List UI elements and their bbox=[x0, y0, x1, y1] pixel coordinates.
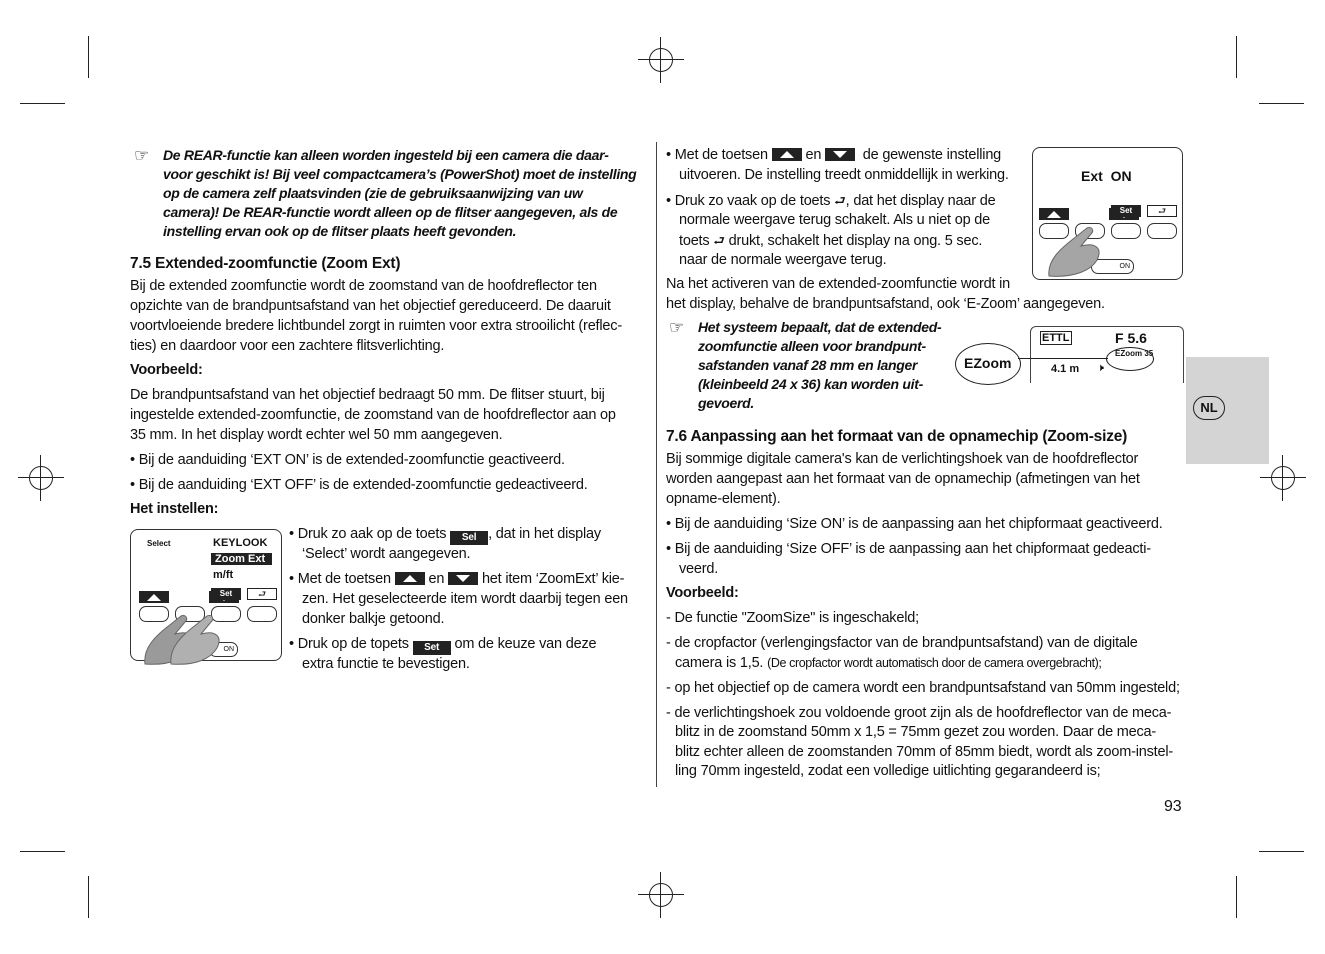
step-text: • Druk zo vaak op de toets bbox=[666, 193, 831, 209]
example-label: Voorbeeld: bbox=[666, 585, 739, 601]
lcd-softkeys bbox=[139, 588, 273, 600]
bullet: veerd. bbox=[679, 561, 719, 577]
body-line: worden aangepast aan het formaat van de opnamechip (afmetingen van het bbox=[666, 471, 1140, 487]
up-key-icon bbox=[139, 591, 169, 603]
registration-mark bbox=[20, 457, 62, 499]
crop-mark bbox=[1259, 103, 1304, 104]
step-text: , dat in het display bbox=[488, 526, 601, 542]
down-key-icon bbox=[825, 148, 855, 161]
callout-pointer bbox=[1106, 347, 1154, 371]
step-line: ‘Select’ wordt aangegeven. bbox=[302, 546, 471, 562]
step-text: , dat het display naar de bbox=[845, 193, 996, 209]
ezoom-callout bbox=[955, 343, 1021, 385]
up-key-icon bbox=[772, 148, 802, 161]
crop-mark bbox=[1259, 851, 1304, 852]
lcd-mft: m/ft bbox=[213, 569, 234, 581]
up-key-icon bbox=[395, 572, 425, 585]
page-number: 93 bbox=[1164, 798, 1182, 815]
note-line: gevoerd. bbox=[698, 395, 754, 411]
step-text: de gewenste instelling bbox=[862, 147, 1002, 163]
body-line: blitz in de zoomstand 50mm x 1,5 = 75mm gezet zou worden. Daar de meca- bbox=[675, 724, 1157, 740]
body-line: blitz echter alleen de zoomstanden 70mm of 85mm biedt, wordt als zoom-instel- bbox=[675, 744, 1173, 760]
step-text: • Met de toetsen bbox=[289, 571, 391, 587]
body-line bbox=[675, 654, 1102, 674]
pointing-hand-icon: ☞ bbox=[669, 318, 685, 337]
body-line: Bij sommige digitale camera's kan de verlichtingshoek van de hoofdreflector bbox=[666, 451, 1139, 467]
body-line: ling 70mm ingesteld, zodat een volledige uitlichting gegarandeerd is; bbox=[675, 763, 1101, 779]
lcd-ext-on: Ext ON bbox=[1081, 168, 1132, 184]
up-key-icon bbox=[1039, 208, 1069, 220]
bullet: • Bij de aanduiding ‘Size OFF’ is de aanpassing aan het chipformaat gedeacti- bbox=[666, 541, 1151, 557]
note-rear-line: camera)! De REAR-functie wordt alleen op de flitser aangegeven, als de bbox=[163, 204, 618, 220]
sel-key-label: Sel bbox=[450, 531, 488, 545]
hw-button bbox=[1111, 223, 1141, 239]
body-text: camera is 1,5. bbox=[675, 655, 764, 671]
language-badge: NL bbox=[1193, 396, 1225, 420]
step-line: uitvoeren. De instelling treedt onmiddellijk in werking. bbox=[679, 167, 1009, 183]
step-text: het item ‘ZoomExt’ kie- bbox=[481, 571, 625, 587]
lcd-fstop: F 5.6 bbox=[1115, 330, 1147, 346]
lcd-select: Select bbox=[147, 539, 171, 548]
body-line: 35 mm. In het display wordt echter wel 50 mm aangegeven. bbox=[130, 427, 503, 443]
ezoom-callout-label: EZoom bbox=[964, 355, 1012, 371]
body-line: opname-element). bbox=[666, 491, 781, 507]
section-heading: 7.5 Extended-zoomfunctie (Zoom Ext) bbox=[130, 255, 401, 272]
body-line: De brandpuntsafstand van het objectief bedraagt 50 mm. De flitser stuurt, bij bbox=[130, 387, 605, 403]
body-line: ingestelde extended-zoomfunctie, de zoomstand van de hoofdreflector aan op bbox=[130, 407, 616, 423]
return-key-icon: ⮐ bbox=[713, 233, 725, 248]
example-label: Voorbeeld: bbox=[130, 362, 203, 378]
lcd-ettl: ETTL bbox=[1042, 332, 1070, 344]
crop-mark bbox=[88, 876, 89, 918]
bullet: • Bij de aanduiding ‘EXT ON’ is de extended-zoomfunctie geactiveerd. bbox=[130, 452, 565, 468]
column-divider bbox=[656, 142, 657, 787]
step-text: om de keuze van deze bbox=[454, 636, 597, 652]
step-text: en bbox=[805, 147, 822, 163]
step-text: en bbox=[428, 571, 445, 587]
step-text: • Met de toetsen bbox=[666, 147, 768, 163]
bullet: • Bij de aanduiding ‘EXT OFF’ is de extended-zoomfunctie gedeactiveerd. bbox=[130, 477, 588, 493]
set-key: Set bbox=[211, 588, 241, 600]
note-line: (kleinbeeld 24 x 36) kan worden uit- bbox=[698, 376, 923, 392]
body-line: opzichte van de brandpuntsafstand van het objectief gereduceerd. De daaruit bbox=[130, 298, 611, 314]
down-key-icon bbox=[448, 572, 478, 585]
step-text: drukt, schakelt het display na ong. 5 sec. bbox=[728, 233, 983, 249]
on-switch: ON bbox=[209, 642, 238, 657]
flash-display-ext-on bbox=[1032, 147, 1183, 280]
step-line bbox=[289, 635, 596, 655]
body-line: - de verlichtingshoek zou voldoende groot zijn als de hoofdreflector van de meca- bbox=[666, 705, 1172, 721]
set-key-label: Set bbox=[413, 641, 451, 655]
return-key-icon: ⮐ bbox=[247, 588, 277, 600]
step-line bbox=[666, 191, 995, 212]
pointing-hand-icon: ☞ bbox=[134, 146, 150, 165]
hw-button bbox=[247, 606, 277, 622]
body-line: - De functie "ZoomSize" is ingeschakeld; bbox=[666, 610, 919, 626]
bullet: • Bij de aanduiding ‘Size ON’ is de aanpassing aan het chipformaat geactiveerd. bbox=[666, 516, 1163, 532]
on-switch: ON bbox=[1091, 259, 1134, 274]
step-line bbox=[679, 231, 982, 252]
crop-mark bbox=[1236, 36, 1237, 78]
step-line: donker balkje getoond. bbox=[302, 611, 445, 627]
body-line: Na het activeren van de extended-zoomfunctie wordt in bbox=[666, 276, 1011, 292]
step-text: • Druk zo aak op de toets bbox=[289, 526, 447, 542]
registration-mark bbox=[640, 874, 682, 916]
crop-mark bbox=[20, 103, 65, 104]
step-line bbox=[666, 146, 1001, 166]
body-line: - de cropfactor (verlengingsfactor van de brandpuntsafstand) van de digitale bbox=[666, 635, 1138, 651]
pressing-finger-icon bbox=[1045, 224, 1115, 280]
hw-button bbox=[1147, 223, 1177, 239]
callout-pointer-line bbox=[1018, 358, 1108, 359]
crop-mark bbox=[1236, 876, 1237, 918]
body-line: voortvloeiende bredere lichtbundel zorgt in ruimten voor extra strooilicht (reflec- bbox=[130, 318, 622, 334]
return-key-icon: ⮐ bbox=[1147, 205, 1177, 217]
lcd-zoomext: Zoom Ext bbox=[211, 553, 272, 565]
note-line: safstanden vanaf 28 mm en langer bbox=[698, 357, 918, 373]
note-rear-line: instelling ervan ook op de flitser plaats heeft gevonden. bbox=[163, 223, 517, 239]
lcd-softkeys bbox=[1039, 205, 1177, 217]
pressing-finger-icon bbox=[141, 608, 231, 668]
lcd-distance: 4.1 m bbox=[1051, 363, 1080, 375]
flash-display-select bbox=[130, 529, 282, 661]
speaker-icon: 🕨 bbox=[1097, 362, 1104, 374]
set-key: Set bbox=[1111, 205, 1141, 217]
step-line bbox=[289, 525, 601, 545]
step-text: • Druk op de topets bbox=[289, 636, 409, 652]
registration-mark bbox=[640, 39, 682, 81]
setup-label: Het instellen: bbox=[130, 501, 219, 517]
step-line: extra functie te bevestigen. bbox=[302, 656, 470, 672]
note-rear-line: op de camera zelf plaatsvinden (zie de gebruiksaanwijzing van uw bbox=[163, 185, 583, 201]
note-rear-line: voor geschikt is! Bij veel compactcamera’s (PowerShot) moet de instelling bbox=[163, 166, 637, 182]
body-line: Bij de extended zoomfunctie wordt de zoomstand van de hoofdreflector ten bbox=[130, 278, 597, 294]
lcd-ezoom-small: EZoom 35 bbox=[1115, 349, 1154, 358]
body-text-small: (De cropfactor wordt automatisch door de camera overgebracht); bbox=[767, 656, 1102, 670]
step-line: zen. Het geselecteerde item wordt daarbij tegen een bbox=[302, 591, 628, 607]
body-line: ties) en daardoor voor een zachtere flitsverlichting. bbox=[130, 338, 445, 354]
step-line: naar de normale weergave terug. bbox=[679, 252, 887, 268]
crop-mark bbox=[20, 851, 65, 852]
step-line bbox=[289, 570, 624, 590]
crop-mark bbox=[88, 36, 89, 78]
lcd-keylook: KEYLOOK bbox=[213, 537, 268, 549]
note-rear-line: De REAR-functie kan alleen worden ingesteld bij een camera die daar- bbox=[163, 147, 609, 163]
body-line: het display, behalve de brandpuntsafstand, ook ‘E-Zoom’ aangegeven. bbox=[666, 296, 1105, 312]
section-heading: 7.6 Aanpassing aan het formaat van de opnamechip (Zoom-size) bbox=[666, 428, 1128, 445]
step-line: normale weergave terug schakelt. Als u niet op de bbox=[679, 212, 990, 228]
note-line: Het systeem bepaalt, dat de extended- bbox=[698, 319, 942, 335]
return-key-icon: ⮐ bbox=[834, 193, 846, 208]
step-text: toets bbox=[679, 233, 710, 249]
note-line: zoomfunctie alleen voor brandpunt- bbox=[698, 338, 926, 354]
body-line: - op het objectief op de camera wordt een brandpuntsafstand van 50mm ingesteld; bbox=[666, 680, 1180, 696]
